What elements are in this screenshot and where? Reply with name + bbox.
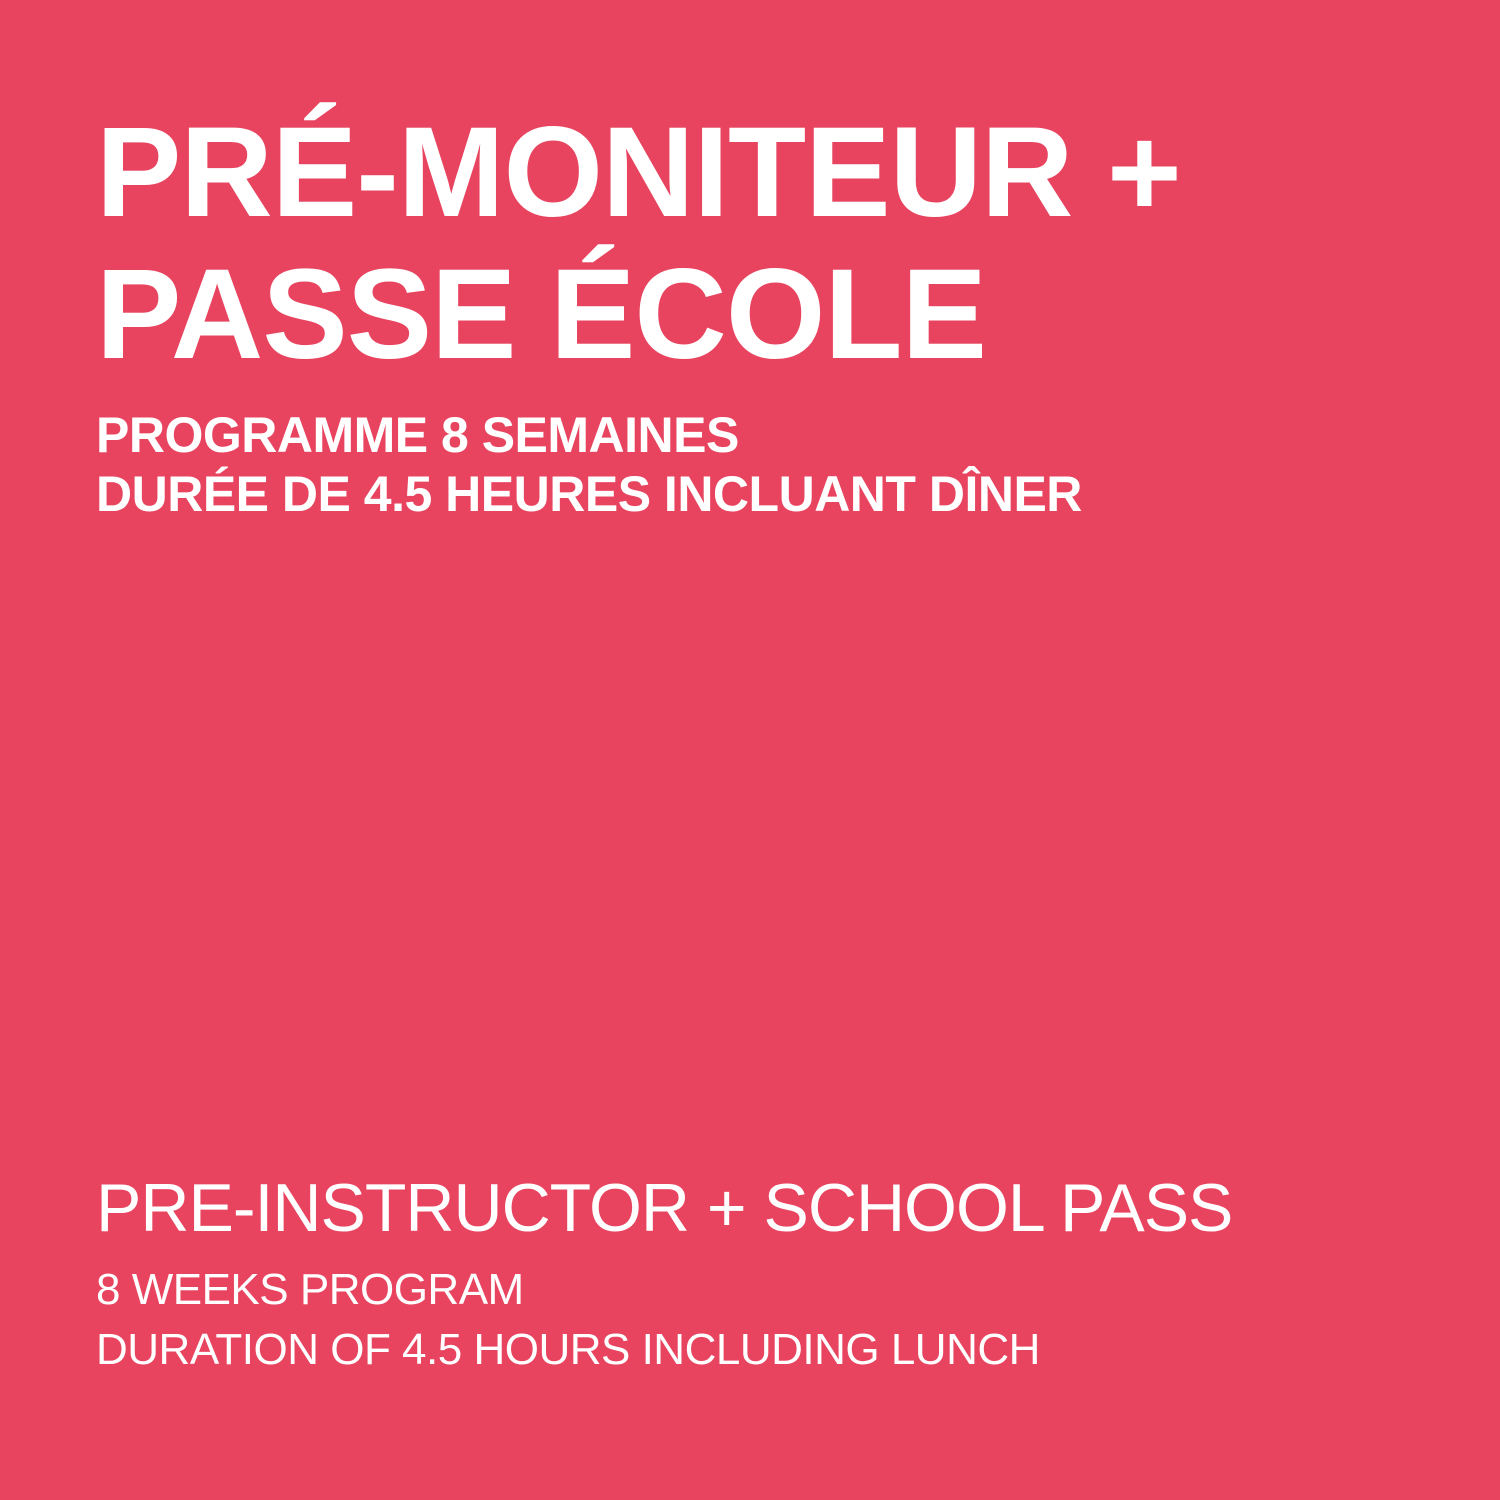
english-subtitle [96, 1260, 1436, 1380]
french-title-line-2: PASSE ÉCOLE [96, 243, 986, 386]
english-title-text: PRE-INSTRUCTOR + SCHOOL PASS [96, 1170, 1233, 1246]
english-subtitle-program: 8 WEEKS PROGRAM [96, 1265, 524, 1314]
english-section [96, 1166, 1436, 1380]
french-subtitle-duration: DURÉE DE 4.5 HEURES INCLUANT DÎNER [96, 466, 1082, 522]
french-subtitle [96, 406, 1436, 524]
french-title-line-1: PRÉ-MONITEUR + [96, 101, 1181, 244]
french-subtitle-program: PROGRAMME 8 SEMAINES [96, 407, 739, 463]
french-title [96, 102, 1436, 386]
english-title [96, 1166, 1436, 1250]
french-section [96, 102, 1436, 524]
english-subtitle-duration: DURATION OF 4.5 HOURS INCLUDING LUNCH [96, 1325, 1040, 1374]
